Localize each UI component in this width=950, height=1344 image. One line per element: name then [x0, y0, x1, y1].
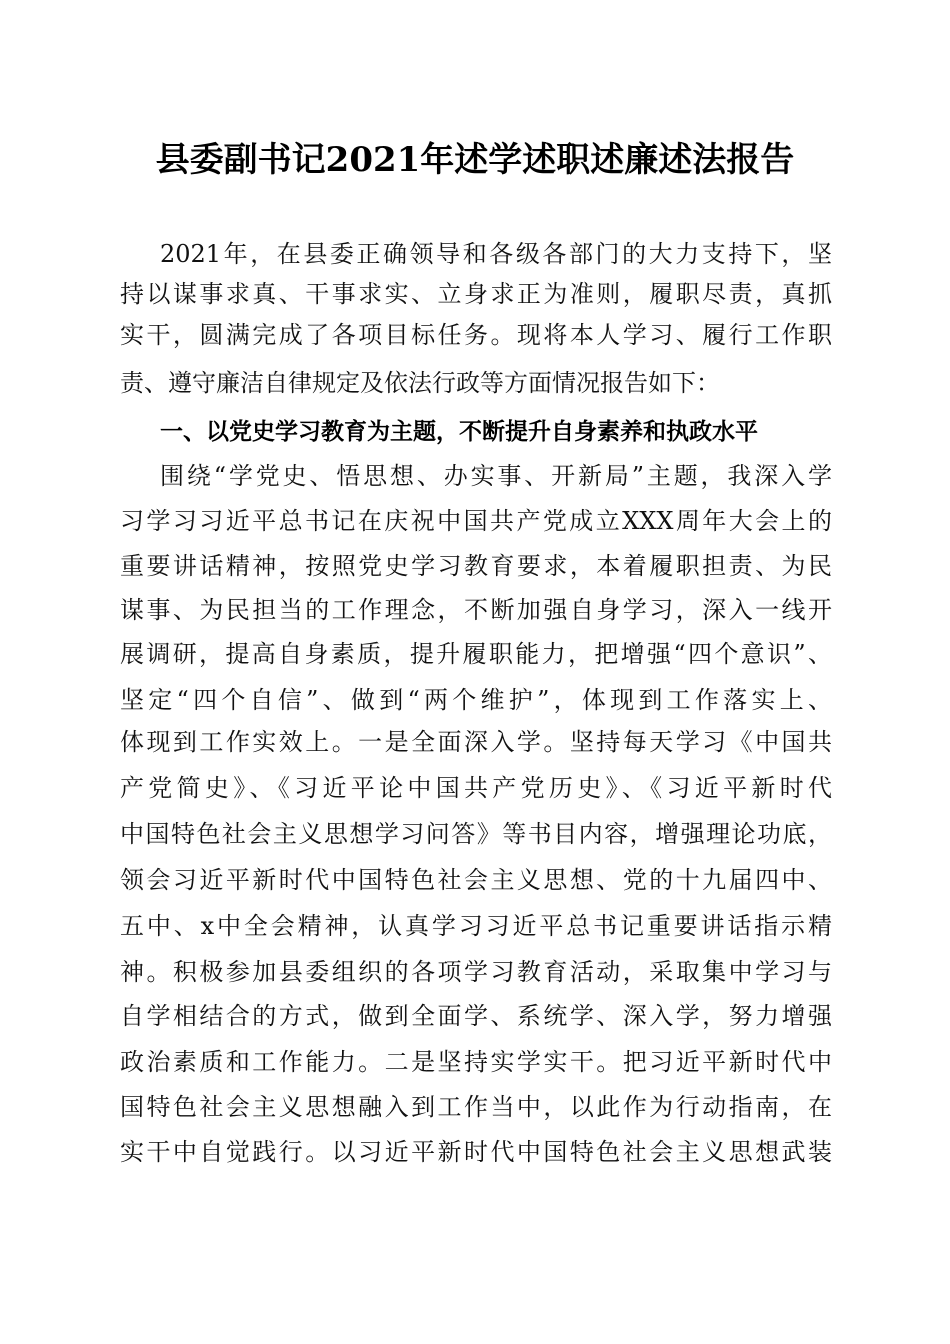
paragraph-line: 产党简史》、《习近平论中国共产党历史》、《习近平新时代 — [120, 774, 832, 802]
paragraph-line: 政治素质和工作能力。二是坚持实学实干。把习近平新时代中 — [120, 1048, 832, 1076]
paragraph-line: 五中、x中全会精神，认真学习习近平总书记重要讲话指示精 — [120, 912, 832, 940]
paragraph-line: 实干中自觉践行。以习近平新时代中国特色社会主义思想武装 — [120, 1138, 832, 1166]
paragraph-line: 围绕“学党史、悟思想、办实事、开新局”主题，我深入学 — [160, 462, 832, 490]
section-heading: 一、以党史学习教育为主题，不断提升自身素养和执政水平 — [160, 419, 758, 445]
paragraph-line: 重要讲话精神，按照党史学习教育要求，本着履职担责、为民 — [120, 552, 832, 580]
paragraph-line: 2021年，在县委正确领导和各级各部门的大力支持下，坚 — [160, 240, 832, 268]
document-title: 县委副书记2021年述学述职述廉述法报告 — [155, 140, 795, 180]
paragraph-line: 国特色社会主义思想融入到工作当中，以此作为行动指南，在 — [120, 1093, 832, 1121]
paragraph-line: 实干，圆满完成了各项目标任务。现将本人学习、履行工作职 — [120, 321, 832, 349]
paragraph-line: 习学习习近平总书记在庆祝中国共产党成立XXX周年大会上的 — [120, 507, 832, 535]
paragraph-line: 体现到工作实效上。一是全面深入学。坚持每天学习《中国共 — [120, 728, 832, 756]
paragraph-line: 责、遵守廉洁自律规定及依法行政等方面情况报告如下： — [120, 369, 720, 397]
paragraph-line: 持以谋事求真、干事求实、立身求正为准则，履职尽责，真抓 — [120, 280, 832, 308]
paragraph-line: 坚定“四个自信”、做到“两个维护”，体现到工作落实上、 — [120, 686, 832, 714]
paragraph-line: 展调研，提高自身素质，提升履职能力，把增强“四个意识”、 — [120, 640, 832, 668]
paragraph-line: 神。积极参加县委组织的各项学习教育活动，采取集中学习与 — [120, 958, 832, 986]
paragraph-line: 谋事、为民担当的工作理念，不断加强自身学习，深入一线开 — [120, 596, 832, 624]
paragraph-line: 领会习近平新时代中国特色社会主义思想、党的十九届四中、 — [120, 866, 832, 894]
paragraph-line: 自学相结合的方式，做到全面学、系统学、深入学，努力增强 — [120, 1002, 832, 1030]
paragraph-line: 中国特色社会主义思想学习问答》等书目内容，增强理论功底， — [120, 820, 832, 848]
